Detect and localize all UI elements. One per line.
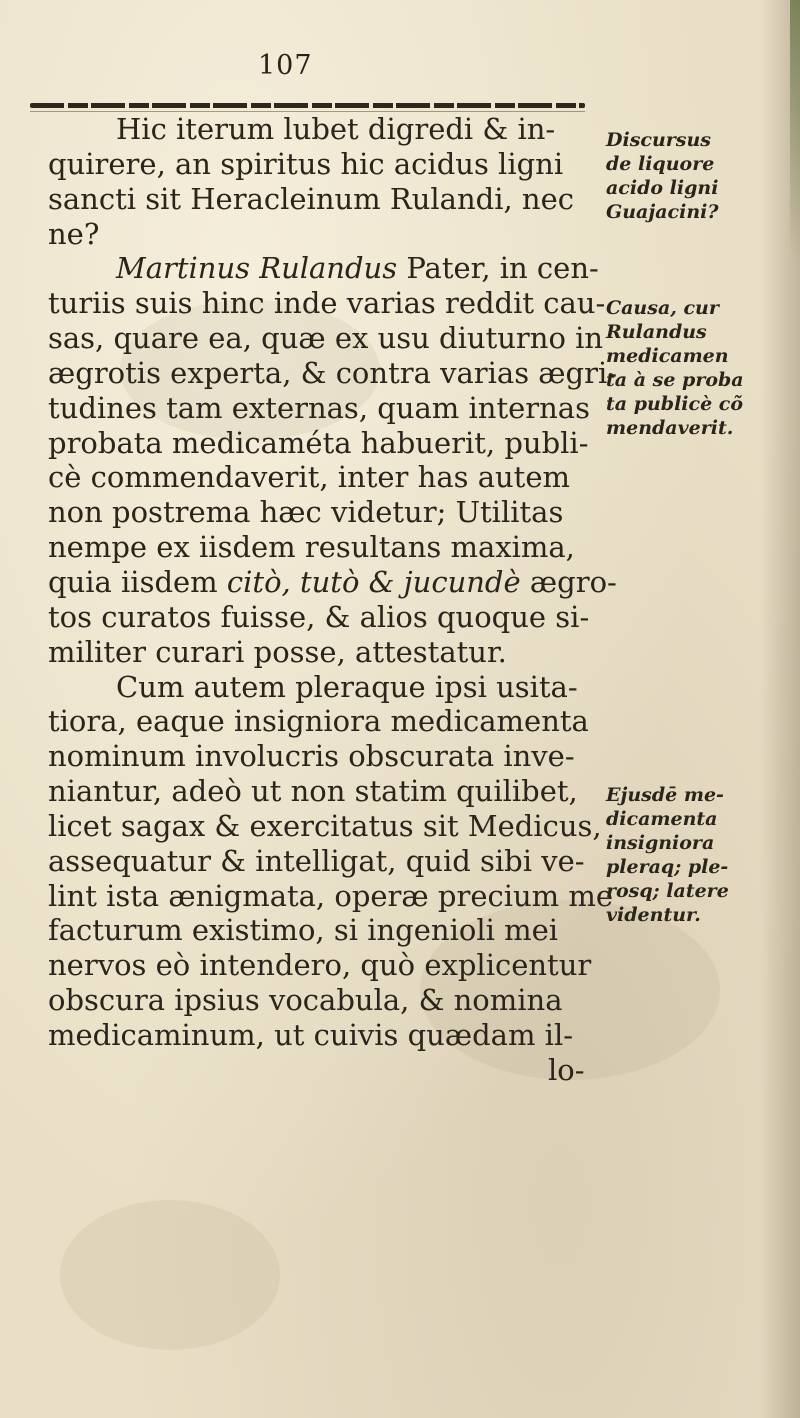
text-line: sas, quare ea, quæ ex usu diuturno in — [48, 321, 604, 356]
body-text — [48, 112, 618, 1088]
margin-note — [606, 296, 796, 440]
text-line: nervos eò intendero, quò explicentur — [48, 948, 592, 983]
text-line: obscura ipsius vocabula, & nomina — [48, 983, 563, 1018]
text-line: non postrema hæc videtur; Utilitas — [48, 495, 564, 530]
margin-note-line: Causa, cur — [606, 297, 719, 319]
margin-note — [606, 783, 796, 927]
text-line: Hic iterum lubet digredi & in- — [116, 112, 556, 146]
text-line: quia iisdem citò, tutò & jucundè ægro- — [48, 564, 617, 599]
text-line: licet sagax & exercitatus sit Medicus, — [48, 808, 602, 843]
margin-note-line: ta publicè cõ — [606, 393, 744, 415]
paper-stain — [60, 1200, 280, 1350]
margin-note-line: pleraq; ple- — [606, 856, 729, 878]
text-line: niantur, adeò ut non statim quilibet, — [48, 774, 578, 809]
text-line: probata medicaméta habuerit, publi- — [48, 425, 589, 460]
text-line: ægrotis experta, & contra varias ægri- — [48, 355, 618, 390]
text-line: quirere, an spiritus hic acidus ligni — [48, 146, 564, 181]
margin-note-line: medicamen — [606, 345, 729, 367]
text-line: nominum involucris obscurata inve- — [48, 739, 575, 774]
author-name: Martinus Rulandus — [116, 251, 398, 286]
header-rule — [30, 103, 585, 108]
margin-note-line: mendaverit. — [606, 417, 734, 439]
text-line: tos curatos fuisse, & alios quoque si- — [48, 599, 590, 634]
text-line: Cum autem pleraque ipsi usita- — [116, 669, 578, 704]
margin-note-line: ta à se proba — [606, 369, 744, 391]
margin-note-line: de liquore — [606, 153, 715, 175]
text-line: turiis suis hinc inde varias reddit cau- — [48, 286, 606, 321]
margin-note-line: videntur. — [606, 904, 701, 926]
text-line: lint ista ænigmata, operæ precium me — [48, 878, 614, 913]
margin-note-line: rosq; latere — [606, 880, 729, 902]
page-number: 107 — [258, 50, 313, 81]
text-line: medicaminum, ut cuivis quædam il- — [48, 1017, 574, 1052]
margin-note-line: insigniora — [606, 832, 715, 854]
text-line: facturum existimo, si ingenioli mei — [48, 913, 559, 948]
text-line: sancti sit Heracleinum Rulandi, nec — [48, 181, 575, 216]
margin-note-line: dicamenta — [606, 808, 718, 830]
margin-note-line: Ejusdē me- — [606, 784, 724, 806]
text-line: nempe ex iisdem resultans maxima, — [48, 530, 575, 565]
margin-note-line: Rulandus — [606, 321, 707, 343]
text-line: assequatur & intelligat, quid sibi ve- — [48, 843, 585, 878]
text-line: cè commendaverit, inter has autem — [48, 460, 570, 495]
text-line: tudines tam externas, quam internas — [48, 390, 590, 425]
margin-note-line: Discursus — [606, 129, 711, 151]
margin-note — [606, 128, 796, 224]
text-line: Martinus Rulandus Pater, in cen- — [116, 251, 599, 286]
margin-note-line: Guajacini? — [606, 201, 719, 223]
text-line: tiora, eaque insigniora medicamenta — [48, 704, 589, 739]
text-line: militer curari posse, attestatur. — [48, 634, 507, 669]
catchword: lo- — [548, 1052, 585, 1087]
margin-note-line: acido ligni — [606, 177, 719, 199]
text-line: ne? — [48, 216, 100, 251]
